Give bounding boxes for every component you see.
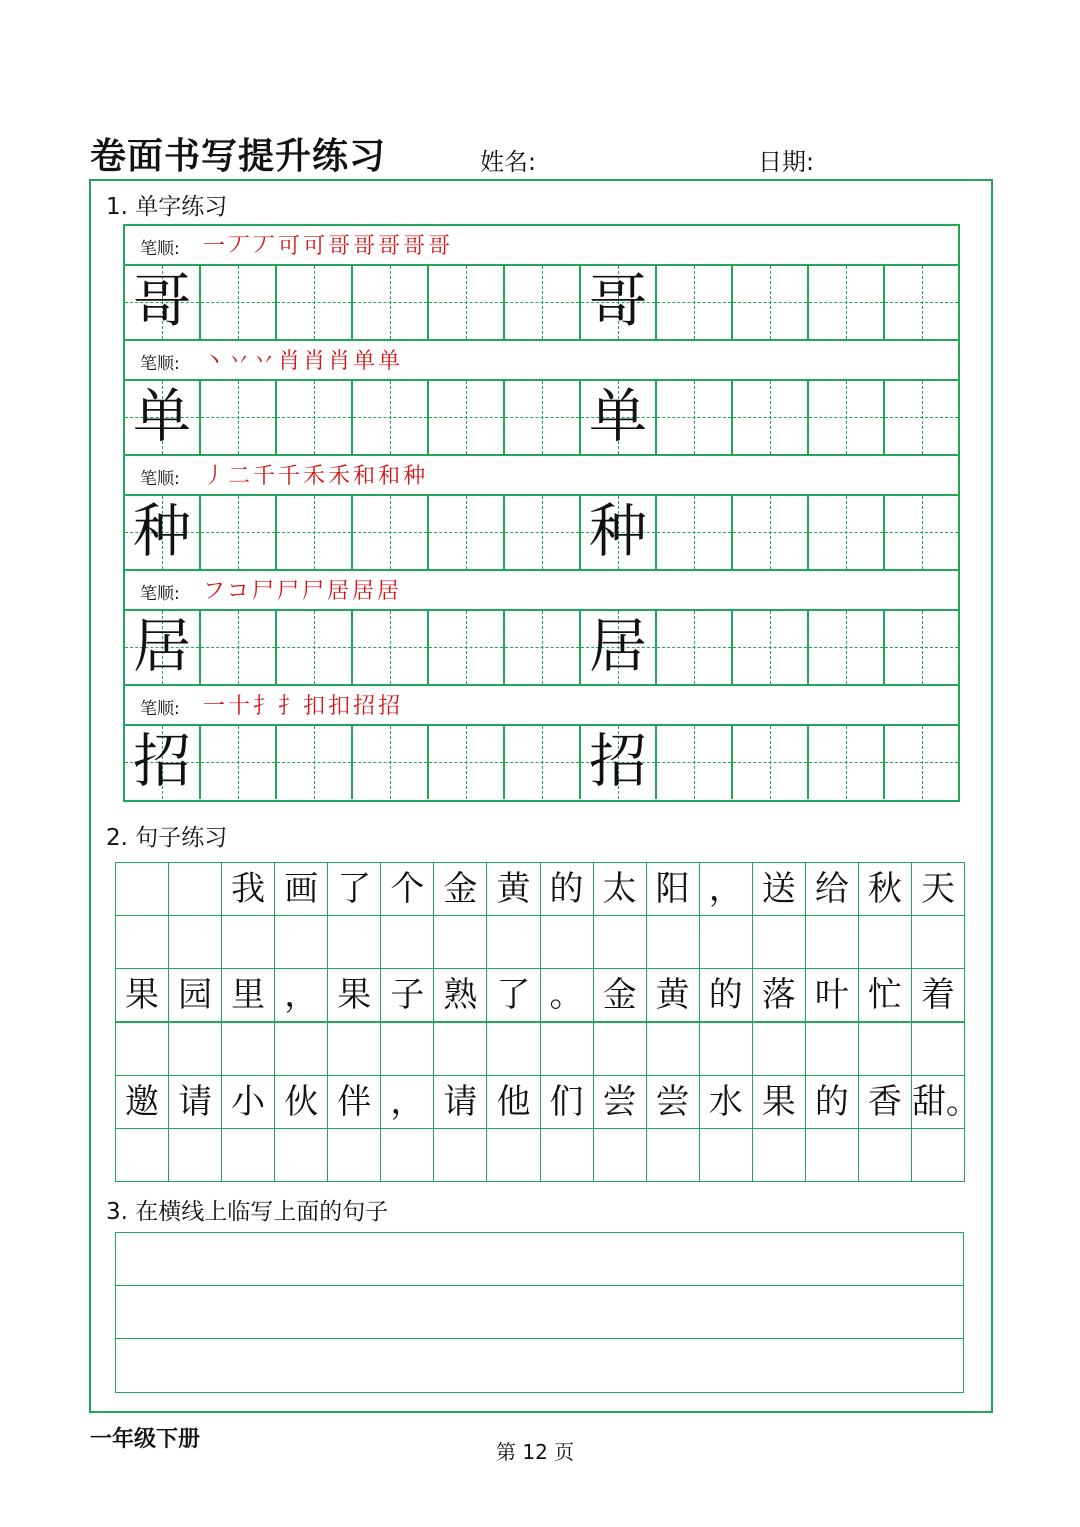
- copy-line: [116, 1285, 963, 1286]
- stroke-order-row: [125, 226, 958, 266]
- sentence-cell: [752, 1128, 806, 1182]
- sentence-cell: [115, 1022, 169, 1076]
- stroke-order-row: [125, 456, 958, 496]
- stroke-step: 居: [351, 579, 377, 604]
- sentence-cell: 子: [380, 968, 434, 1022]
- model-character: 哥: [132, 267, 191, 335]
- stroke-order-label: 笔顺:: [140, 469, 180, 489]
- stroke-order-row: [125, 686, 958, 726]
- practice-cell: [429, 381, 505, 454]
- model-character: 种: [132, 497, 191, 565]
- stroke-step: 可: [303, 234, 329, 259]
- practice-cell: [277, 496, 353, 569]
- sentence-grid: [115, 862, 980, 1181]
- sentence-cell: 秋: [858, 862, 912, 916]
- sentence-cell: 黄: [646, 968, 700, 1022]
- practice-cell: [581, 266, 657, 339]
- practice-cell: [277, 726, 353, 799]
- date-label: 日期:: [758, 148, 815, 176]
- grade-label: 一年级下册: [90, 1427, 201, 1452]
- sentence-cell: [646, 915, 700, 969]
- practice-cell: [885, 611, 958, 684]
- stroke-step: コ: [226, 579, 252, 604]
- sentence-cell: [274, 915, 328, 969]
- sentence-cell: [115, 862, 169, 916]
- practice-cell: [201, 496, 277, 569]
- sentence-cell: [486, 1128, 540, 1182]
- stroke-step: 千: [253, 464, 279, 489]
- sentence-cell: 水: [699, 1075, 753, 1129]
- sentence-cell: [168, 862, 222, 916]
- sentence-cell: [646, 1128, 700, 1182]
- stroke-step: 扣: [328, 694, 354, 719]
- char-practice-row: [125, 726, 958, 801]
- sentence-cell: ，: [274, 968, 328, 1022]
- sentence-cell: [858, 915, 912, 969]
- sentence-cell: [858, 1022, 912, 1076]
- sentence-cell: 伴: [327, 1075, 381, 1129]
- practice-cell: [201, 266, 277, 339]
- sentence-cell: 金: [433, 862, 487, 916]
- sentence-cell: [221, 915, 275, 969]
- sentence-cell: [221, 1128, 275, 1182]
- stroke-step: 哥: [403, 234, 429, 259]
- sentence-cell: [274, 1128, 328, 1182]
- stroke-step: 居: [326, 579, 352, 604]
- stroke-step: 肖: [328, 349, 354, 374]
- name-label: 姓名:: [480, 148, 537, 176]
- single-char-grid: [123, 224, 960, 802]
- stroke-order-sequence: [203, 689, 403, 720]
- sentence-cell: 我: [221, 862, 275, 916]
- practice-cell: [429, 611, 505, 684]
- sentence-cell: 们: [540, 1075, 594, 1129]
- stroke-step: 丿: [203, 464, 229, 489]
- sentence-cell: [433, 1128, 487, 1182]
- stroke-step: 哥: [428, 234, 454, 259]
- sentence-cell: [380, 1128, 434, 1182]
- stroke-step: 哥: [353, 234, 379, 259]
- practice-cell: [353, 726, 429, 799]
- sentence-cell: [168, 1128, 222, 1182]
- practice-cell: [809, 496, 885, 569]
- practice-cell: [657, 381, 733, 454]
- stroke-step: 尸: [301, 579, 327, 604]
- practice-cell: [885, 381, 958, 454]
- stroke-order-label: 笔顺:: [140, 584, 180, 604]
- sentence-cell: 请: [168, 1075, 222, 1129]
- practice-cell: [733, 726, 809, 799]
- sentence-cell: 他: [486, 1075, 540, 1129]
- sentence-cell: 忙: [858, 968, 912, 1022]
- stroke-step: 尸: [276, 579, 302, 604]
- sentence-cell: [593, 915, 647, 969]
- practice-cell: [733, 611, 809, 684]
- practice-cell: [429, 266, 505, 339]
- sentence-cell: 园: [168, 968, 222, 1022]
- sentence-cell: [805, 1022, 859, 1076]
- stroke-step: 丆: [253, 234, 279, 259]
- sentence-cell: 小: [221, 1075, 275, 1129]
- stroke-step: 丷: [228, 349, 254, 374]
- practice-cell: [657, 496, 733, 569]
- sentence-cell: 果: [115, 968, 169, 1022]
- stroke-step: 和: [378, 464, 404, 489]
- practice-cell: [125, 266, 201, 339]
- practice-cell: [505, 381, 581, 454]
- page-number: 第 12 页: [496, 1440, 575, 1464]
- sentence-cell: 落: [752, 968, 806, 1022]
- sentence-cell: 给: [805, 862, 859, 916]
- sentence-cell: 的: [805, 1075, 859, 1129]
- sentence-cell: 尝: [593, 1075, 647, 1129]
- practice-cell: [505, 266, 581, 339]
- sentence-cell: 果: [327, 968, 381, 1022]
- stroke-step: 二: [228, 464, 254, 489]
- stroke-order-label: 笔顺:: [140, 239, 180, 259]
- sentence-cell: 着: [911, 968, 965, 1022]
- section2-heading: 2. 句子练习: [106, 825, 228, 851]
- practice-cell: [885, 266, 958, 339]
- sentence-cell: 果: [752, 1075, 806, 1129]
- practice-cell: [201, 381, 277, 454]
- sentence-cell: [540, 1022, 594, 1076]
- model-character: 单: [132, 382, 191, 450]
- sentence-cell: [168, 1022, 222, 1076]
- practice-cell: [353, 266, 429, 339]
- trace-character: 居: [588, 612, 647, 680]
- practice-cell: [657, 611, 733, 684]
- char-practice-row: [125, 266, 958, 341]
- sentence-cell: 阳: [646, 862, 700, 916]
- practice-cell: [505, 726, 581, 799]
- sentence-cell: [699, 1022, 753, 1076]
- sentence-cell: [274, 1022, 328, 1076]
- practice-cell: [353, 496, 429, 569]
- sentence-cell: 黄: [486, 862, 540, 916]
- sentence-cell: [805, 915, 859, 969]
- stroke-step: フ: [203, 579, 227, 604]
- practice-cell: [809, 726, 885, 799]
- sentence-cell: [221, 1022, 275, 1076]
- trace-character: 单: [588, 382, 647, 450]
- sentence-cell: 金: [593, 968, 647, 1022]
- sentence-cell: [646, 1022, 700, 1076]
- sentence-cell: [327, 915, 381, 969]
- stroke-step: 丷: [253, 349, 279, 374]
- stroke-step: 可: [278, 234, 304, 259]
- sentence-cell: [327, 1022, 381, 1076]
- sentence-cell: 甜。: [911, 1075, 965, 1129]
- sentence-cell: 伙: [274, 1075, 328, 1129]
- practice-cell: [125, 611, 201, 684]
- sentence-cell: [540, 915, 594, 969]
- sentence-cell: [805, 1128, 859, 1182]
- practice-cell: [657, 266, 733, 339]
- section1-heading: 1. 单字练习: [106, 194, 228, 220]
- stroke-step: 扣: [303, 694, 329, 719]
- practice-cell: [581, 381, 657, 454]
- practice-cell: [353, 381, 429, 454]
- stroke-step: 一: [203, 234, 229, 259]
- trace-character: 招: [588, 727, 647, 795]
- stroke-order-sequence: [203, 344, 403, 375]
- stroke-step: 扌: [253, 694, 279, 719]
- practice-cell: [201, 611, 277, 684]
- practice-cell: [809, 266, 885, 339]
- stroke-step: 一: [203, 694, 229, 719]
- practice-cell: [809, 611, 885, 684]
- stroke-step: 肖: [303, 349, 329, 374]
- char-practice-row: [125, 611, 958, 686]
- sentence-cell: [911, 1128, 965, 1182]
- practice-cell: [505, 611, 581, 684]
- practice-cell: [657, 726, 733, 799]
- sentence-cell: [593, 1128, 647, 1182]
- sentence-cell: 个: [380, 862, 434, 916]
- char-practice-row: [125, 496, 958, 571]
- sentence-cell: 熟: [433, 968, 487, 1022]
- stroke-step: 禾: [328, 464, 354, 489]
- stroke-step: 尸: [251, 579, 277, 604]
- practice-cell: [733, 381, 809, 454]
- sentence-cell: 里: [221, 968, 275, 1022]
- stroke-step: 招: [353, 694, 379, 719]
- practice-cell: [429, 726, 505, 799]
- sentence-cell: 的: [540, 862, 594, 916]
- sentence-cell: 香: [858, 1075, 912, 1129]
- practice-cell: [125, 726, 201, 799]
- model-character: 居: [132, 612, 191, 680]
- practice-cell: [809, 381, 885, 454]
- sentence-cell: 。: [540, 968, 594, 1022]
- practice-cell: [353, 611, 429, 684]
- stroke-order-row: [125, 571, 958, 611]
- stroke-order-sequence: [203, 574, 402, 605]
- stroke-step: 招: [378, 694, 404, 719]
- sentence-cell: [858, 1128, 912, 1182]
- sentence-cell: 尝: [646, 1075, 700, 1129]
- sentence-cell: 太: [593, 862, 647, 916]
- practice-cell: [581, 726, 657, 799]
- sentence-cell: [911, 1022, 965, 1076]
- sentence-cell: [380, 915, 434, 969]
- sentence-cell: 的: [699, 968, 753, 1022]
- char-practice-row: [125, 381, 958, 456]
- sentence-cell: [752, 915, 806, 969]
- sentence-cell: 邀: [115, 1075, 169, 1129]
- practice-cell: [125, 381, 201, 454]
- stroke-order-label: 笔顺:: [140, 354, 180, 374]
- trace-character: 种: [588, 497, 647, 565]
- sentence-cell: [752, 1022, 806, 1076]
- stroke-step: 禾: [303, 464, 329, 489]
- stroke-step: 扌: [278, 694, 304, 719]
- practice-cell: [277, 266, 353, 339]
- sentence-cell: [540, 1128, 594, 1182]
- model-character: 招: [132, 727, 191, 795]
- stroke-step: 种: [403, 464, 429, 489]
- sentence-cell: 请: [433, 1075, 487, 1129]
- practice-cell: [201, 726, 277, 799]
- stroke-step: 丆: [228, 234, 254, 259]
- copy-line: [116, 1338, 963, 1339]
- stroke-order-row: [125, 341, 958, 381]
- sentence-cell: [699, 1128, 753, 1182]
- stroke-step: 和: [353, 464, 379, 489]
- stroke-step: 丶: [203, 349, 229, 374]
- sentence-cell: ，: [699, 862, 753, 916]
- sentence-cell: [168, 915, 222, 969]
- trace-character: 哥: [588, 267, 647, 335]
- practice-cell: [733, 266, 809, 339]
- sentence-cell: 画: [274, 862, 328, 916]
- practice-cell: [429, 496, 505, 569]
- sentence-cell: 了: [486, 968, 540, 1022]
- stroke-step: 哥: [378, 234, 404, 259]
- page-title: 卷面书写提升练习: [90, 136, 387, 177]
- sentence-cell: 了: [327, 862, 381, 916]
- sentence-cell: [911, 915, 965, 969]
- sentence-cell: 送: [752, 862, 806, 916]
- stroke-step: 居: [377, 579, 403, 604]
- practice-cell: [505, 496, 581, 569]
- practice-cell: [581, 496, 657, 569]
- stroke-step: 十: [228, 694, 254, 719]
- sentence-cell: [380, 1022, 434, 1076]
- practice-cell: [581, 611, 657, 684]
- sentence-cell: 天: [911, 862, 965, 916]
- practice-cell: [277, 611, 353, 684]
- stroke-order-label: 笔顺:: [140, 699, 180, 719]
- sentence-cell: ，: [380, 1075, 434, 1129]
- sentence-cell: [327, 1128, 381, 1182]
- sentence-cell: [593, 1022, 647, 1076]
- sentence-cell: [433, 1022, 487, 1076]
- sentence-cell: [115, 1128, 169, 1182]
- practice-cell: [125, 496, 201, 569]
- stroke-order-sequence: [203, 229, 453, 260]
- sentence-cell: [486, 915, 540, 969]
- sentence-cell: [433, 915, 487, 969]
- practice-cell: [277, 381, 353, 454]
- copy-lines: [115, 1232, 964, 1393]
- sentence-cell: [115, 915, 169, 969]
- practice-cell: [885, 726, 958, 799]
- stroke-step: 单: [378, 349, 404, 374]
- stroke-order-sequence: [203, 459, 428, 490]
- practice-cell: [885, 496, 958, 569]
- stroke-step: 单: [353, 349, 379, 374]
- sentence-cell: [699, 915, 753, 969]
- stroke-step: 肖: [278, 349, 304, 374]
- stroke-step: 哥: [328, 234, 354, 259]
- section3-heading: 3. 在横线上临写上面的句子: [106, 1199, 389, 1225]
- practice-cell: [733, 496, 809, 569]
- stroke-step: 千: [278, 464, 304, 489]
- sentence-cell: 叶: [805, 968, 859, 1022]
- sentence-cell: [486, 1022, 540, 1076]
